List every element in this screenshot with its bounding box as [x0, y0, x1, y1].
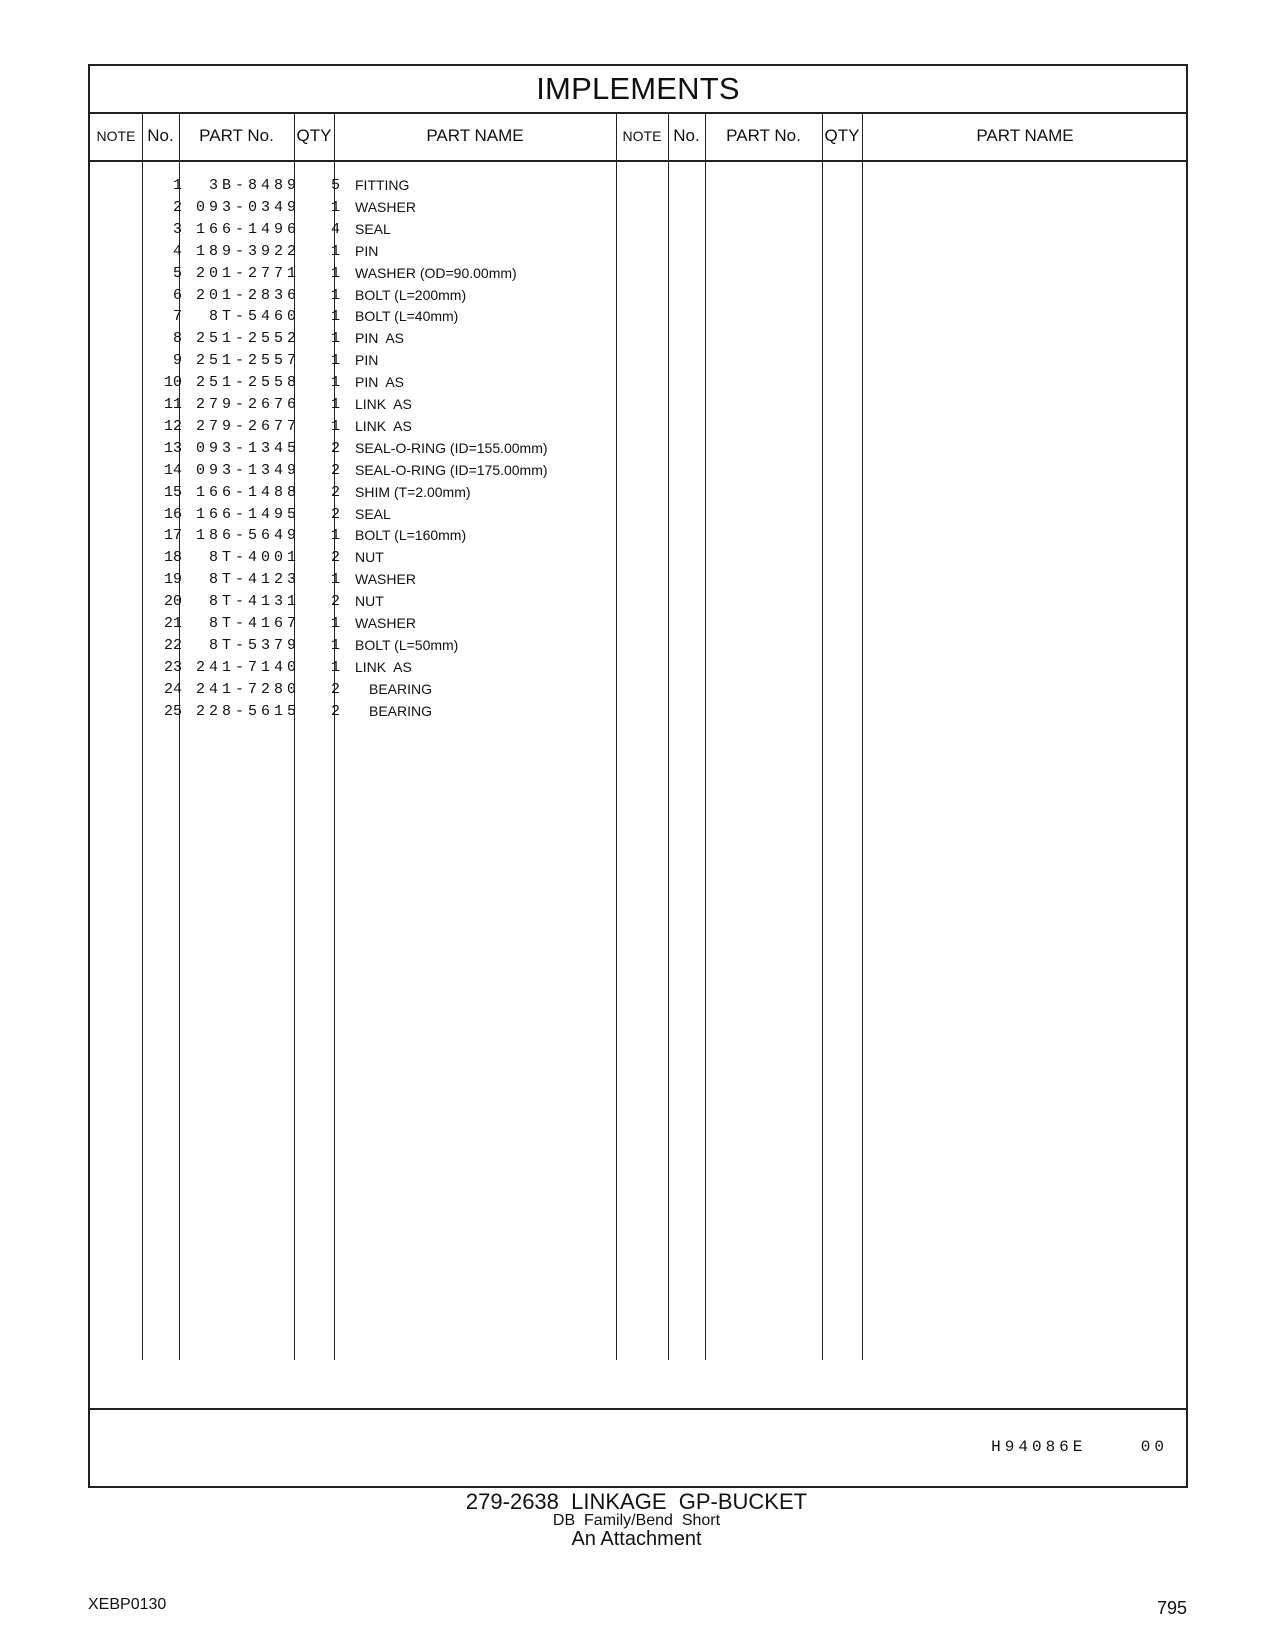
part-quantity: 2	[330, 593, 340, 611]
part-name: WASHER (OD=90.00mm)	[355, 264, 517, 281]
table-row	[90, 459, 1186, 482]
part-item-number: 12	[163, 417, 182, 435]
part-number: 251-2557	[195, 352, 300, 370]
part-name: BOLT (L=200mm)	[355, 286, 467, 303]
table-row	[90, 700, 1186, 723]
part-name: PIN AS	[355, 330, 405, 347]
header-no: No.	[147, 126, 174, 145]
part-name: BOLT (L=40mm)	[355, 308, 459, 325]
part-name: PIN AS	[355, 374, 405, 391]
header-note-2: NOTE	[622, 128, 662, 144]
part-item-number: 3	[172, 220, 182, 238]
part-number: 166-1495	[195, 505, 300, 523]
part-name: SEAL-O-RING (ID=175.00mm)	[355, 461, 548, 478]
header-part-no: PART No.	[199, 126, 274, 145]
table-row	[90, 678, 1186, 701]
part-number: 093-0349	[195, 198, 300, 216]
part-item-number: 17	[163, 527, 182, 545]
table-row	[90, 634, 1186, 657]
table-row	[90, 196, 1186, 219]
part-number: 166-1496	[195, 220, 300, 238]
part-quantity: 1	[330, 286, 340, 304]
part-item-number: 1	[172, 177, 182, 194]
part-item-number: 24	[163, 680, 182, 698]
part-name: BOLT (L=50mm)	[355, 636, 459, 653]
part-number: 093-1345	[195, 439, 300, 457]
part-quantity: 2	[330, 702, 340, 720]
part-quantity: 5	[330, 177, 340, 194]
caption-note: An Attachment	[571, 1528, 702, 1550]
part-quantity: 1	[330, 242, 340, 260]
part-name: SEAL	[355, 220, 391, 237]
table-row	[90, 656, 1186, 679]
table-row	[90, 371, 1186, 394]
page-number: 795	[1156, 1598, 1187, 1618]
table-body-bottom-rule	[90, 1408, 1186, 1410]
part-quantity: 1	[330, 352, 340, 370]
part-item-number: 22	[163, 636, 182, 654]
table-row	[90, 481, 1186, 504]
header-qty: QTY	[296, 126, 332, 145]
part-quantity: 1	[330, 658, 340, 676]
table-body	[90, 162, 1186, 1360]
part-item-number: 19	[163, 571, 182, 589]
part-number: 189-3922	[195, 242, 300, 260]
part-quantity: 2	[330, 439, 340, 457]
part-item-number: 6	[172, 286, 182, 304]
part-number: 093-1349	[195, 461, 300, 479]
part-item-number: 10	[163, 374, 182, 392]
reference-code: H94086E 00	[991, 1438, 1168, 1456]
part-number: 8T-5379	[208, 636, 300, 654]
part-quantity: 4	[330, 220, 340, 238]
part-item-number: 14	[163, 461, 182, 479]
part-item-number: 20	[163, 593, 182, 611]
header-part-name: PART NAME	[426, 126, 524, 145]
part-quantity: 1	[330, 374, 340, 392]
table-row	[90, 546, 1186, 569]
table-row	[90, 218, 1186, 241]
part-name: BEARING	[369, 680, 433, 697]
caption-title: 279-2638 LINKAGE GP-BUCKET	[465, 1489, 808, 1514]
part-number: 8T-4123	[208, 571, 300, 589]
table-row	[90, 349, 1186, 372]
table-title-row	[90, 66, 1186, 114]
part-quantity: 2	[330, 461, 340, 479]
part-number: 241-7140	[195, 658, 300, 676]
part-name: SEAL	[355, 505, 391, 522]
table-row	[90, 284, 1186, 307]
part-name: SEAL-O-RING (ID=155.00mm)	[355, 439, 548, 456]
part-item-number: 16	[163, 505, 182, 523]
part-number: 8T-4001	[208, 549, 300, 567]
part-quantity: 2	[330, 549, 340, 567]
part-item-number: 23	[163, 658, 182, 676]
part-name: LINK AS	[355, 658, 412, 675]
header-part-no-2: PART No.	[726, 126, 801, 145]
table-row	[90, 612, 1186, 635]
table-row	[90, 305, 1186, 328]
part-name: FITTING	[355, 177, 410, 193]
part-number: 201-2836	[195, 286, 300, 304]
part-quantity: 1	[330, 615, 340, 632]
part-number: 279-2676	[195, 396, 300, 413]
part-name: BEARING	[369, 702, 433, 719]
caption-subtitle: DB Family/Bend Short	[552, 1512, 721, 1529]
part-number: 201-2771	[195, 264, 300, 282]
table-row	[90, 568, 1186, 591]
part-item-number: 15	[163, 483, 182, 501]
part-item-number: 13	[163, 439, 182, 457]
part-number: 8T-5460	[208, 308, 300, 326]
part-name: WASHER	[355, 198, 416, 215]
part-item-number: 4	[172, 242, 182, 260]
header-note: NOTE	[96, 128, 136, 144]
part-name: LINK AS	[355, 396, 412, 412]
table-row	[90, 262, 1186, 285]
part-quantity: 1	[330, 264, 340, 282]
part-item-number: 11	[163, 396, 182, 413]
part-name: PIN	[355, 352, 379, 369]
part-quantity: 1	[330, 330, 340, 348]
part-quantity: 1	[330, 198, 340, 216]
part-quantity: 1	[330, 571, 340, 589]
part-item-number: 21	[163, 615, 182, 632]
part-item-number: 7	[172, 308, 182, 326]
part-name: WASHER	[355, 615, 416, 631]
part-name: BOLT (L=160mm)	[355, 527, 467, 544]
part-number: 251-2552	[195, 330, 300, 348]
part-item-number: 9	[172, 352, 182, 370]
table-row	[90, 437, 1186, 460]
part-quantity: 1	[330, 527, 340, 545]
header-qty-2: QTY	[824, 126, 860, 145]
part-item-number: 18	[163, 549, 182, 567]
part-name: WASHER	[355, 571, 416, 588]
part-number: 228-5615	[195, 702, 300, 720]
part-number: 279-2677	[195, 417, 300, 435]
page-caption	[0, 1490, 1273, 1550]
part-quantity: 1	[330, 417, 340, 435]
part-quantity: 1	[330, 396, 340, 413]
table-row	[90, 503, 1186, 526]
part-quantity: 2	[330, 680, 340, 698]
part-number: 8T-4131	[208, 593, 300, 611]
table-row	[90, 415, 1186, 438]
part-quantity: 2	[330, 505, 340, 523]
part-name: LINK AS	[355, 417, 412, 434]
part-number: 186-5649	[195, 527, 300, 545]
table-row	[90, 590, 1186, 613]
table-row	[90, 174, 1186, 197]
header-part-name-2: PART NAME	[976, 126, 1074, 145]
part-quantity: 1	[330, 308, 340, 326]
parts-table-frame	[88, 64, 1188, 1488]
part-number: 241-7280	[195, 680, 300, 698]
part-number: 3B-8489	[208, 177, 300, 194]
part-name: NUT	[355, 593, 384, 610]
part-number: 251-2558	[195, 374, 300, 392]
part-item-number: 25	[163, 702, 182, 720]
part-number: 166-1488	[195, 483, 300, 501]
part-name: NUT	[355, 549, 384, 566]
part-name: SHIM (T=2.00mm)	[355, 483, 471, 500]
table-row	[90, 524, 1186, 547]
part-item-number: 5	[172, 264, 182, 282]
document-code: XEBP0130	[88, 1596, 167, 1613]
table-header-row	[90, 112, 1186, 162]
table-row	[90, 240, 1186, 263]
part-name: PIN	[355, 242, 379, 259]
table-title: IMPLEMENTS	[536, 71, 740, 106]
part-item-number: 2	[172, 198, 182, 216]
table-row	[90, 393, 1186, 416]
table-row	[90, 327, 1186, 350]
part-quantity: 2	[330, 483, 340, 501]
part-item-number: 8	[172, 330, 182, 348]
part-number: 8T-4167	[208, 615, 300, 632]
part-quantity: 1	[330, 636, 340, 654]
header-no-2: No.	[673, 126, 700, 145]
